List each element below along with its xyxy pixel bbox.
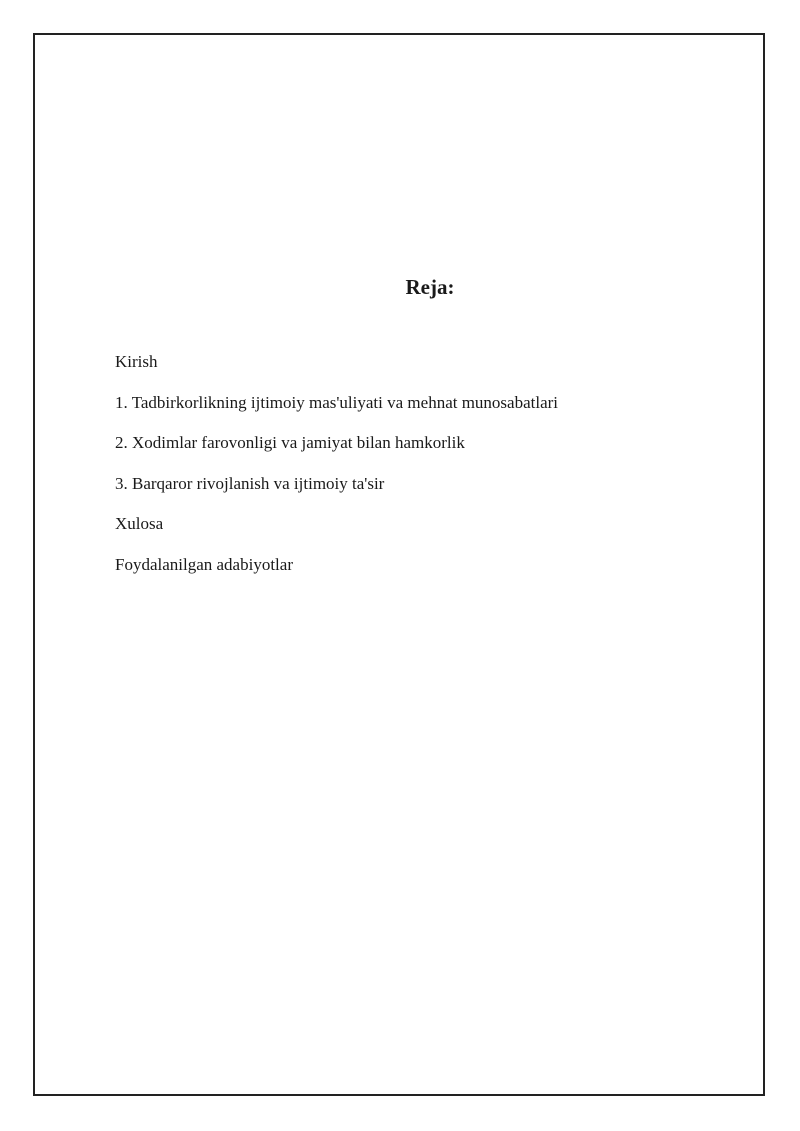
toc-item-introduction: Kirish [115,352,158,371]
toc-item-section-3: 3. Barqaror rivojlanish va ijtimoiy ta'sir [115,473,385,493]
page-title: Reja: [405,275,455,299]
table-of-contents [115,351,558,594]
toc-item-conclusion: Xulosa [115,514,164,533]
toc-item-section-2: 2. Xodimlar farovonligi va jamiyat bilan hamkorlik [115,433,465,452]
toc-item-references: Foydalanilgan adabiyotlar [115,554,293,574]
toc-item-section-1: 1. Tadbirkorlikning ijtimoiy mas'uliyati va mehnat munosabatlari [115,392,559,412]
